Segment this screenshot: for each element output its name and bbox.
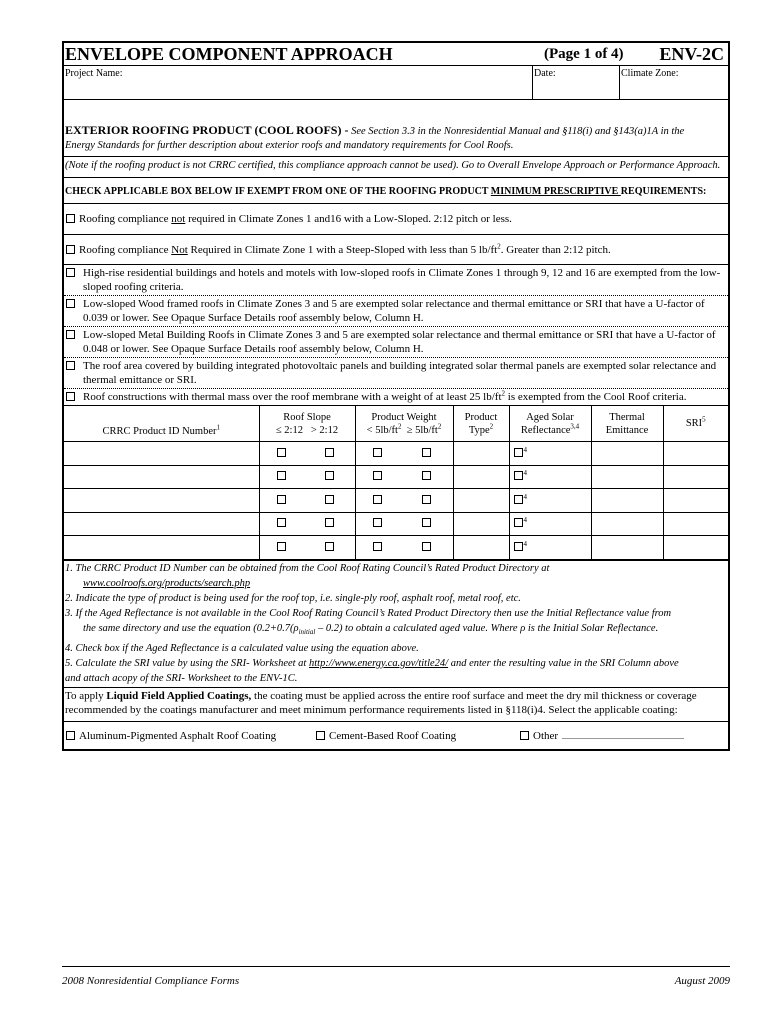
footer-left: 2008 Nonresidential Compliance Forms bbox=[62, 975, 240, 987]
col-product-type: Product Type$^2$ bbox=[453, 406, 509, 442]
table-header bbox=[64, 406, 728, 442]
coatings-instructions: To apply Liquid Field Applied Coatings, the coating must be applied across the entire roof surface and meet the dry mil thickness or coverage recommended by the coatings manufacturer and meet minimum performance requirements listed in §118(i)4. Select the applicable coating: bbox=[64, 688, 728, 722]
crrc-id-cell[interactable] bbox=[64, 465, 259, 489]
crrc-note: (Note if the roofing product is not CRRC certified, this compliance approach cannot be used). Go to Overall Envelope Approach or Performance Approach. bbox=[64, 157, 728, 178]
col-sri: SRI$^5$ bbox=[663, 406, 728, 442]
coating-options bbox=[64, 722, 728, 749]
crrc-id-cell[interactable] bbox=[64, 489, 259, 513]
exemption-1: Roofing compliance not required in Climate Zones 1 and16 with a Low-Sloped. 2:12 pitch or less. bbox=[64, 204, 728, 235]
section-heading bbox=[64, 122, 728, 157]
form-code: ENV-2C bbox=[659, 43, 724, 64]
footnote-5b: and attach acopy of the SRI- Worksheet to the ENV-1C. bbox=[65, 673, 298, 685]
section-title: EXTERIOR ROOFING PRODUCT (COOL ROOFS) - bbox=[65, 123, 349, 137]
table-row: 4 bbox=[64, 489, 728, 513]
coating-option-other: Other bbox=[520, 730, 684, 742]
product-type-cell[interactable] bbox=[453, 489, 509, 513]
aged-calculated-checkbox[interactable] bbox=[514, 471, 523, 480]
climate-zone-field[interactable]: Climate Zone: bbox=[621, 68, 679, 79]
coating-option-aluminum: Aluminum-Pigmented Asphalt Roof Coating bbox=[64, 730, 316, 742]
form-header bbox=[64, 43, 728, 66]
form-title: ENVELOPE COMPONENT APPROACH bbox=[65, 43, 393, 64]
exemption-1-checkbox[interactable] bbox=[66, 214, 75, 223]
exempt-header: CHECK APPLICABLE BOX BELOW IF EXEMPT FROM ONE OF THE ROOFING PRODUCT MINIMUM PRESCRIPTIVE REQUIREMENTS: bbox=[64, 178, 728, 204]
slope-steep-checkbox[interactable] bbox=[325, 542, 334, 551]
footnote-3: 3. If the Aged Reflectance is not available in the Cool Roof Rating Council’s Rated Product Directory then use the Initial Reflectance value from bbox=[65, 608, 672, 620]
weight-light-checkbox[interactable] bbox=[373, 448, 382, 457]
slope-steep-checkbox[interactable] bbox=[325, 471, 334, 480]
footnotes bbox=[64, 561, 728, 689]
exemption-2: Roofing compliance Not Required in Climate Zone 1 with a Steep-Sloped with less than 5 $lb/ft^2$. Greater than 2:12 pitch. bbox=[64, 235, 728, 265]
sri-cell[interactable] bbox=[663, 442, 728, 466]
footnote-1: 1. The CRRC Product ID Number can be obtained from the Cool Roof Rating Council’s Rated Product Directory at bbox=[65, 562, 550, 574]
table-row: 4 bbox=[64, 512, 728, 536]
product-table bbox=[64, 406, 728, 560]
product-type-cell[interactable] bbox=[453, 442, 509, 466]
emittance-cell[interactable] bbox=[591, 536, 663, 560]
sri-cell[interactable] bbox=[663, 512, 728, 536]
aged-calculated-checkbox[interactable] bbox=[514, 495, 523, 504]
product-type-cell[interactable] bbox=[453, 465, 509, 489]
weight-heavy-checkbox[interactable] bbox=[422, 471, 431, 480]
exemption-5-checkbox[interactable] bbox=[66, 330, 75, 339]
weight-light-checkbox[interactable] bbox=[373, 542, 382, 551]
table-row: 4 bbox=[64, 465, 728, 489]
sri-cell[interactable] bbox=[663, 536, 728, 560]
footnote-2: 2. Indicate the type of product is being used for the roof top, i.e. single-ply roof, asphalt roof, metal roof, etc. bbox=[65, 592, 521, 604]
energy-link[interactable]: http://www.energy.ca.gov/title24/ bbox=[308, 657, 449, 669]
slope-steep-checkbox[interactable] bbox=[325, 495, 334, 504]
section-reference-2: Energy Standards for further description about exterior roofs and mandatory requirements for Cool Roofs. bbox=[65, 140, 514, 151]
crrc-id-cell[interactable] bbox=[64, 442, 259, 466]
product-type-cell[interactable] bbox=[453, 512, 509, 536]
project-info-row bbox=[64, 66, 728, 100]
weight-light-checkbox[interactable] bbox=[373, 518, 382, 527]
crrc-id-cell[interactable] bbox=[64, 512, 259, 536]
date-field[interactable]: Date: bbox=[533, 66, 620, 99]
page-indicator: (Page 1 of 4) bbox=[544, 45, 624, 62]
exemption-4: Low-sloped Wood framed roofs in Climate Zones 3 and 5 are exempted solar relectance and thermal emittance or SRI that have a U-factor of 0.039 or lower. See Opaque Surface Details roof assembly below, Column H. bbox=[64, 296, 728, 327]
slope-steep-checkbox[interactable] bbox=[325, 448, 334, 457]
slope-low-checkbox[interactable] bbox=[277, 448, 286, 457]
exemption-3-checkbox[interactable] bbox=[66, 268, 75, 277]
exemption-list bbox=[64, 265, 728, 406]
aluminum-coating-checkbox[interactable] bbox=[66, 731, 75, 740]
footer-right: August 2009 bbox=[674, 975, 730, 987]
emittance-cell[interactable] bbox=[591, 442, 663, 466]
col-roof-slope: Roof Slope ≤ 2:12 > 2:12 bbox=[259, 406, 355, 442]
spacer bbox=[64, 100, 728, 122]
aged-calculated-checkbox[interactable] bbox=[514, 448, 523, 457]
sri-cell[interactable] bbox=[663, 489, 728, 513]
col-thermal-emittance: Thermal Emittance bbox=[591, 406, 663, 442]
col-crrc-id: CRRC Product ID Number$^1$ bbox=[64, 406, 259, 442]
section-reference: See Section 3.3 in the Nonresidential Manual and §118(i) and §143(a)1A in the bbox=[351, 126, 685, 137]
weight-heavy-checkbox[interactable] bbox=[422, 542, 431, 551]
exemption-6-checkbox[interactable] bbox=[66, 361, 75, 370]
emittance-cell[interactable] bbox=[591, 489, 663, 513]
weight-heavy-checkbox[interactable] bbox=[422, 495, 431, 504]
project-name-field[interactable]: Project Name: bbox=[64, 66, 533, 99]
slope-low-checkbox[interactable] bbox=[277, 471, 286, 480]
product-table-wrap bbox=[64, 406, 728, 561]
col-aged-reflectance: Aged Solar Reflectance$^{3,4}$ bbox=[509, 406, 591, 442]
weight-light-checkbox[interactable] bbox=[373, 495, 382, 504]
sri-cell[interactable] bbox=[663, 465, 728, 489]
table-row: 4 bbox=[64, 442, 728, 466]
cement-coating-checkbox[interactable] bbox=[316, 731, 325, 740]
slope-steep-checkbox[interactable] bbox=[325, 518, 334, 527]
slope-low-checkbox[interactable] bbox=[277, 518, 286, 527]
other-coating-checkbox[interactable] bbox=[520, 731, 529, 740]
footer-rule bbox=[62, 966, 730, 967]
slope-low-checkbox[interactable] bbox=[277, 495, 286, 504]
aged-calculated-checkbox[interactable] bbox=[514, 542, 523, 551]
exemption-3: High-rise residential buildings and hotels and motels with low-sloped roofs in Climate Zones 1 through 9, 12 and 16 are exempted from the low-sloped roofing criteria. bbox=[64, 265, 728, 296]
weight-light-checkbox[interactable] bbox=[373, 471, 382, 480]
coating-option-cement: Cement-Based Roof Coating bbox=[316, 730, 520, 742]
exemption-2-checkbox[interactable] bbox=[66, 245, 75, 254]
footnote-5: 5. Calculate the SRI value by using the SRI- Worksheet at http://www.energy.ca.gov/title24/ and enter the resulting value in the SRI Column above bbox=[65, 657, 679, 669]
env-2c-form bbox=[62, 41, 730, 751]
weight-heavy-checkbox[interactable] bbox=[422, 518, 431, 527]
emittance-cell[interactable] bbox=[591, 512, 663, 536]
footnote-3b: the same directory and use the equation ($0.2+0.7(\rho_{initial} - 0.2)$ to obtain a calculated aged value. Where ρ is the Initial Solar Reflectance. bbox=[83, 623, 659, 637]
crrc-id-cell[interactable] bbox=[64, 536, 259, 560]
other-coating-field[interactable] bbox=[562, 738, 684, 739]
crrc-link[interactable]: www.coolroofs.org/products/search.php bbox=[83, 577, 251, 589]
exemption-7: Roof constructions with thermal mass over the roof membrane with a weight of at least 25 $lb/ft^2$ is exempted from the Cool Roof criteria. bbox=[64, 389, 728, 405]
product-type-cell[interactable] bbox=[453, 536, 509, 560]
exemption-7-checkbox[interactable] bbox=[66, 392, 75, 401]
footnote-4: 4. Check box if the Aged Reflectance is a calculated value using the equation above. bbox=[65, 642, 419, 654]
exemption-5: Low-sloped Metal Building Roofs in Climate Zones 3 and 5 are exempted solar relectance and thermal emittance or SRI that have a U-factor of 0.048 or lower. See Opaque Surface Details roof assembly below, Column H. bbox=[64, 327, 728, 358]
exemption-4-checkbox[interactable] bbox=[66, 299, 75, 308]
col-product-weight: Product Weight < $5lb/ft^2 \ge 5lb/ft^2$ bbox=[355, 406, 453, 442]
weight-heavy-checkbox[interactable] bbox=[422, 448, 431, 457]
emittance-cell[interactable] bbox=[591, 465, 663, 489]
aged-calculated-checkbox[interactable] bbox=[514, 518, 523, 527]
exemption-6: The roof area covered by building integrated photovoltaic panels and building integrated solar thermal panels are exempted solar relectance and thermal emittance or SRI. bbox=[64, 358, 728, 389]
table-row: 4 bbox=[64, 536, 728, 560]
slope-low-checkbox[interactable] bbox=[277, 542, 286, 551]
